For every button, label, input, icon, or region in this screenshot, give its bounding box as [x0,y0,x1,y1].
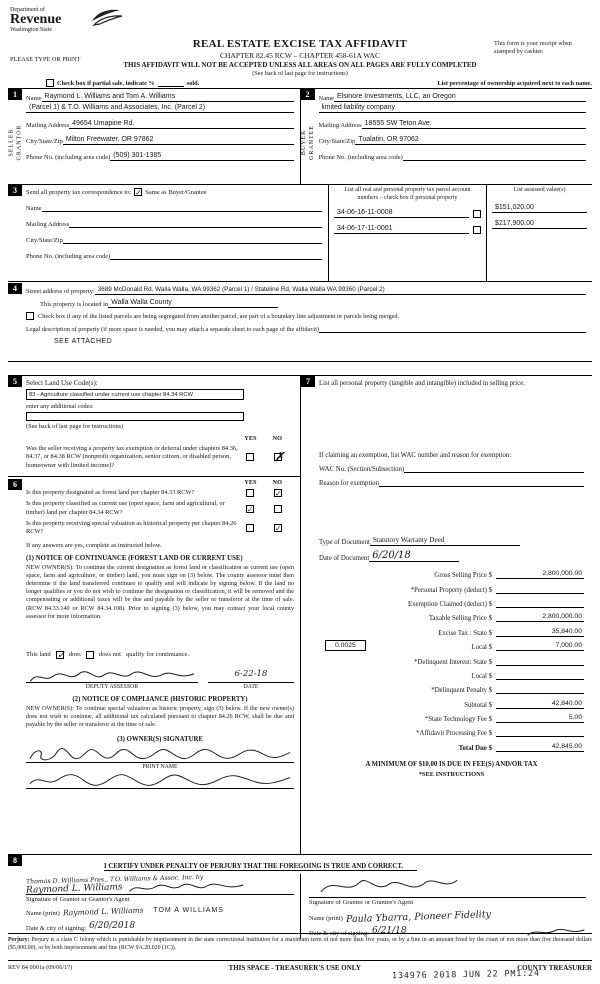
owner-signature-scrawl-2 [26,772,294,789]
wac-number-input[interactable] [404,464,584,473]
parcel-numbers-block [328,185,486,281]
grantor-signature-line[interactable] [26,875,294,895]
buyer-address-input[interactable]: 18555 SW Teton Ave. [362,120,586,129]
forest-no-checkbox[interactable]: ✓ [275,489,282,499]
logo-revenue-line: Revenue [10,12,62,27]
logo-state-line: Washington State [10,27,53,33]
section-3 [8,185,592,282]
grantee-signature-block [300,874,592,939]
section5-see-back: (See back of last page for instructions) [26,423,124,430]
assessed-value-input[interactable]: $151,020.00 [492,204,587,213]
section-4 [8,283,592,362]
land-use-label: Select Land Use Code(s): [26,379,98,387]
current-use-yes-checkbox[interactable]: ✓ [247,504,254,514]
state-technology-fee-label: *State Technology Fee $ [424,716,492,724]
exemption-claim-label: If claiming an exemption, list WAC number and reason for exemption: [319,452,512,460]
grantor-date-label: Date & city of signing: [26,925,86,932]
street-address-input[interactable]: 3689 McDonald Rd, Walla Walla, WA 99362 (Parcel 1) / Stateline Rd, Walla Walla WA 99360 (Parcel 2) [95,286,586,295]
print-name-label: PRINT NAME [142,763,178,770]
buyer-csz-label: City/State/Zip [318,138,356,145]
affidavit-processing-fee-label: *Affidavit Processing Fee $ [416,730,492,738]
certify-statement: I CERTIFY UNDER PENALTY OF PERJURY THAT THE FOREGOING IS TRUE AND CORRECT. [104,863,417,871]
continuance-qualify-row [26,651,294,659]
parcel-number-input[interactable]: 34-06-17-11-0001 [334,225,469,234]
does-label: does [68,651,81,659]
sold-label: sold. [186,80,200,87]
section-6 [8,476,300,789]
dor-flag-icon [90,7,124,29]
section-5 [8,376,300,854]
section-3-number: 3 [8,185,22,196]
buyer-phone-label: Phone No. (including area code) [318,154,403,161]
parcel-number-input[interactable]: 34-06-16-11-0008 [334,209,469,218]
taxable-selling-price-label: Taxable Selling Price $ [428,615,492,623]
see-back-note: (See back of last page for instructions) [252,70,348,77]
personal-property-deduct-label: *Personal Property (deduct) $ [410,586,492,594]
corr-phone-label: Phone No. (including area code) [26,253,111,260]
legal-description-input[interactable] [319,324,586,333]
same-as-buyer-label: Same as Buyer/Grantee [145,188,207,196]
located-in-label: This property is located in [40,301,109,308]
delinquent-interest-state-label: *Delinquent Interest: State $ [414,658,492,666]
does-not-qualify-checkbox[interactable] [86,651,94,659]
excise-tax-state-label: Excise Tax : State $ [438,629,492,637]
personal-property-label: List all personal property (tangible and intangible) included in selling price. [319,380,525,387]
wac-number-label: WAC No. (Section/Subsection) [319,466,405,474]
segregated-checkbox[interactable] [26,312,34,320]
assessed-value-input[interactable]: $217,900.00 [492,220,587,229]
seller-name-label: Name [26,95,42,102]
excise-tax-local-label: Local $ [471,644,492,652]
receipt-note: This form is your receipt when stamped by cashier. [494,40,572,56]
exemption-no-checkbox[interactable]: ✗ [275,450,285,464]
delinquent-penalty-input[interactable] [496,685,584,694]
forest-yes-checkbox[interactable] [246,489,254,497]
forest-land-question: Is this property designated as forest land per chapter 84.33 RCW? [26,488,195,496]
exemption-reason-label: Reason for exemption [319,480,380,488]
section-8-number: 8 [8,855,22,866]
section6-yes-no-header: YES NO [244,478,282,486]
if-yes-note: If any answers are yes, complete as instructed below. [26,541,162,549]
seller-phone-label: Phone No. (including area code) [26,154,111,161]
assessed-values-block [486,185,592,281]
legal-description-label: Legal description of property (if more space is needed, you may attach a separate sheet to each page of the affidavit) [26,326,320,333]
delinquent-interest-local-label: Local $ [471,672,492,680]
treasurer-space-label: THIS SPACE - TREASURER'S USE ONLY [228,964,361,972]
notice-continuance-body: NEW OWNER(S): To continue the current designation as forest land or classification as current use (open space, farm and agriculture, or timber) land, you must sign on (3) below. The county assessor must then determine if the land transferred continues to qualify and will indicate by signing below. If the land no longer qualifies or you do not wish to continue the designation or classification, it will be removed and the compensating or additional taxes will be due and payable by the seller or transferor at the time of sale. (RCW 84.33.140 or RCW 84.34.108). Prior to signing (3) below, you may contact your local county assessor for more information. [26,563,294,620]
buyer-section [300,89,593,184]
tax-calculation-block [319,570,584,752]
subtotal-label: Subtotal $ [464,701,492,709]
section-5-number: 5 [8,376,22,387]
owner-signature-line-2[interactable] [26,772,294,789]
section-1-number: 1 [8,89,22,100]
form-header [8,4,592,88]
seller-name-input-line2[interactable]: (Parcel 1) & T.O. Williams and Associates, Inc. (Parcel 2) [26,104,294,113]
section-4-number: 4 [8,283,22,294]
gross-selling-price-input[interactable]: 2,800,000.00 [496,570,584,579]
parcel-header: List all real and personal property tax parcel account numbers – check box if personal property [344,187,471,201]
exemption-claimed-label: Exemption Claimed (deduct) $ [408,600,492,608]
document-type-label: Type of Document [319,539,370,547]
located-in-input[interactable]: Walla Walla County [108,299,278,308]
owner-signature-scrawl-1 [26,746,294,763]
seller-csz-input[interactable]: Milton Freewater, OR 97862 [63,136,294,145]
partial-sale-row [46,79,592,87]
see-instructions-note: *SEE INSTRUCTIONS [418,770,485,778]
grantee-date-scrawl [526,927,586,937]
grantee-signature-scrawl [309,875,469,897]
corr-csz-label: City/State/Zip [26,237,63,244]
additional-codes-input[interactable] [26,412,244,421]
corr-csz-input[interactable] [63,235,322,244]
owner-signature-line-1[interactable] [26,746,294,763]
grantee-name-print-input[interactable]: Paula Ybarra, Pioneer Fidelity [345,909,491,926]
corr-name-input[interactable] [42,203,322,212]
document-date-input[interactable]: 6/20/18 [369,550,459,562]
logo-dept-line: Department of [10,7,45,13]
subtotal-input[interactable]: 42,840.00 [496,700,584,709]
parties-row [8,88,592,185]
local-rate-box: 0.0025 [325,640,366,651]
seller-grantor-vertical-label: SELLER GRANTOR [8,124,22,160]
exemption-yes-checkbox[interactable] [246,453,254,461]
buyer-phone-input[interactable] [403,152,586,161]
land-use-code-select[interactable]: 83 - Agriculture classified under current use chapter 84.34 RCW [26,389,244,400]
grantee-date-label: Date & city of signing: [309,930,369,937]
current-use-question: Is this property classified as current use (open space, farm and agricultural, or timber) land per chapter 84.34 RCW? [26,500,225,516]
seller-phone-input[interactable]: (509) 301-1385 [110,152,293,161]
qualify-label: qualify for continuance. [126,651,190,659]
state-technology-fee-input[interactable]: 5.00 [496,714,584,723]
grantor-signature-scrawl [127,882,247,894]
cashier-stamp: 134976 2018 JUN 22 PM1:24 [391,968,541,982]
middle-columns [8,375,592,855]
seller-section [8,89,300,184]
section-8 [8,855,592,937]
total-due-label: Total Due $ [458,744,492,752]
corr-address-label: Mailing Address [26,221,70,228]
minimum-fee-note: A MINIMUM OF $10.00 IS DUE IN FEE(S) AND/OR TAX [365,760,538,768]
document-date-label: Date of Document [319,555,370,563]
ownership-note: List percentage of ownership acquired next to each name. [437,80,592,87]
section5-yes-no-header: YES NO [244,435,282,442]
seller-address-label: Mailing Address [26,122,70,129]
street-address-label: Street address of property: [26,288,95,295]
personal-property-deduct-input[interactable] [496,585,584,594]
historic-no-checkbox[interactable]: ✓ [275,524,282,534]
tax-correspondence-block [8,185,328,281]
county-treasurer-label: COUNTY TREASURER [517,964,592,972]
seller-csz-label: City/State/Zip [26,138,63,145]
please-type-note: PLEASE TYPE OR PRINT [10,56,81,63]
historic-question: Is this property receiving special valuation as historical property per chapter 84.26 RCW? [26,519,237,536]
deputy-assessor-signature-line[interactable] [26,669,198,683]
grantor-name-print-input[interactable] [60,907,294,917]
legal-description-value: SEE ATTACHED [54,338,113,345]
corr-address-input[interactable] [69,219,322,228]
deputy-assessor-label: DEPUTY ASSESSOR [85,683,139,690]
deputy-signature-scrawl [26,669,198,685]
seller-name-input[interactable]: Raymond L. Williams and Tom A. Williams [42,93,294,102]
buyer-name-input[interactable]: Elsinore Investments, LLC, an Oregon [334,93,586,102]
perjury-label: Perjury: [8,937,30,943]
current-use-no-checkbox[interactable] [274,505,282,513]
grantor-date-input[interactable]: 6/20/2018 [88,921,136,931]
additional-codes-label: enter any additional codes: [26,403,94,410]
partial-sale-percent-input[interactable] [158,80,184,87]
owners-signature-title: (3) OWNER(S) SIGNATURE [117,735,203,743]
grantor-name-handwriting-1: Raymond L. Williams [62,905,144,918]
buyer-address-label: Mailing Address [318,122,362,129]
form-footer [8,960,592,982]
corr-name-label: Name [26,205,42,212]
corr-phone-input[interactable] [110,251,322,260]
notice-compliance-body: NEW OWNER(S): To continue special valuation as historic property, sign (3) below. If the new owner(s) does not wish to continue, all additional tax calculated pursuant to chapter 84.26 RCW, shall be due and payable by the seller or transferor at the time of sale. [26,704,294,729]
assessed-header: List assessed value(s) [513,187,566,193]
grantee-date-input[interactable]: 6/21/18 [371,926,407,936]
buyer-grantee-vertical-label: BUYER GRANTEE [300,124,314,160]
exemption-deferral-question: Was the seller receiving a property tax exemption or deferral under chapters 84.36, 84.37, or 84.38 RCW (nonprofit organization, senior citizen, or disabled person, homeowner with limited income)? [26,445,238,469]
document-type-input[interactable]: Statutory Warranty Deed [370,536,520,546]
notice-continuance-title: (1) NOTICE OF CONTINUANCE (FOREST LAND OR CURRENT USE) [26,554,243,562]
grantor-signature-label: Signature of Grantor or Grantor's Agent [26,896,130,903]
warning-line: THIS AFFIDAVIT WILL NOT BE ACCEPTED UNLESS ALL AREAS ON ALL PAGES ARE FULLY COMPLETED [123,61,477,69]
grantor-handwriting-line1: Thomas D. Williams Pres., T.O. Williams & Assoc. Inc. by [25,873,204,886]
date-label: DATE [243,683,259,690]
grantor-name-handwriting-2: TOM A WILLIAMS [153,907,224,914]
dor-logo [10,7,61,33]
notice-compliance-title: (2) NOTICE OF COMPLIANCE (HISTORIC PROPERTY) [72,695,248,703]
grantee-name-print-label: Name (print) [309,915,343,922]
grantor-signature-block [8,874,300,939]
this-land-label: This land [26,651,51,659]
segregated-label: Check box if any of the listed parcels are being segregated from another parcel, are part of a boundary line adjustment or parcels being merged. [38,312,400,320]
section-2-number: 2 [301,89,315,100]
exemption-claimed-input[interactable] [496,599,584,608]
exemption-reason-input[interactable] [379,478,584,487]
perjury-text: Perjury is a class C felony which is punishable by imprisonment in the state correctional institution for a maximum term of not more than five years, or by a fine in an amount fixed by the court of not more than five thousand dollars ($5,000.00), or by both imprisonment and fine (RCW 9A.20.020 (1C)). [8,937,592,951]
buyer-csz-input[interactable]: Tualatin, OR 97062 [355,136,586,145]
does-not-label: does not [98,651,121,659]
buyer-name-label: Name [318,95,335,102]
section-7 [300,376,592,854]
does-qualify-checkbox[interactable]: ✓ [56,649,66,661]
form-title: REAL ESTATE EXCISE TAX AFFIDAVIT [192,38,408,50]
gross-selling-price-label: Gross Selling Price $ [434,572,492,580]
delinquent-penalty-label: *Delinquent Penalty $ [431,687,492,695]
affidavit-processing-fee-input[interactable] [496,728,584,737]
historic-yes-checkbox[interactable] [246,524,254,532]
grantor-name-print-label: Name (print) [26,910,60,917]
partial-sale-label: Check box if partial sale, indicate % [57,80,155,87]
total-due-input[interactable]: 42,845.00 [496,743,584,752]
section-6-number: 6 [8,479,22,490]
section-7-number: 7 [301,376,315,387]
buyer-name-input-line2[interactable]: limited liability company [319,104,587,113]
send-correspondence-label: Send all property tax correspondence to: [26,188,132,196]
delinquent-interest-state-input[interactable] [496,657,584,666]
perjury-notice [8,937,592,952]
partial-sale-checkbox[interactable] [46,79,54,87]
chapter-line: CHAPTER 82.45 RCW – CHAPTER 458-61A WAC [220,51,380,60]
grantor-handwriting-line2: Raymond L. Williams [25,882,123,896]
personal-property-checkbox-2[interactable] [473,226,481,234]
taxable-selling-price-input[interactable]: 2,800,000.00 [496,613,584,622]
delinquent-interest-local-input[interactable] [496,671,584,680]
grantee-signature-label: Signature of Grantee or Grantee's Agent [309,899,414,906]
seller-address-input[interactable]: 49654 Umapine Rd. [69,120,293,129]
excise-tax-local-input[interactable]: 7,000.00 [496,642,584,651]
grantee-signature-line[interactable] [309,875,586,898]
same-as-buyer-checkbox[interactable]: ✓ [135,188,142,197]
form-number: REV 84 0001a (09/06/17) [8,964,73,971]
excise-tax-state-input[interactable]: 35,840.00 [496,628,584,637]
deputy-date-input[interactable]: 6-22-18 [208,669,294,683]
personal-property-checkbox-1[interactable] [473,210,481,218]
